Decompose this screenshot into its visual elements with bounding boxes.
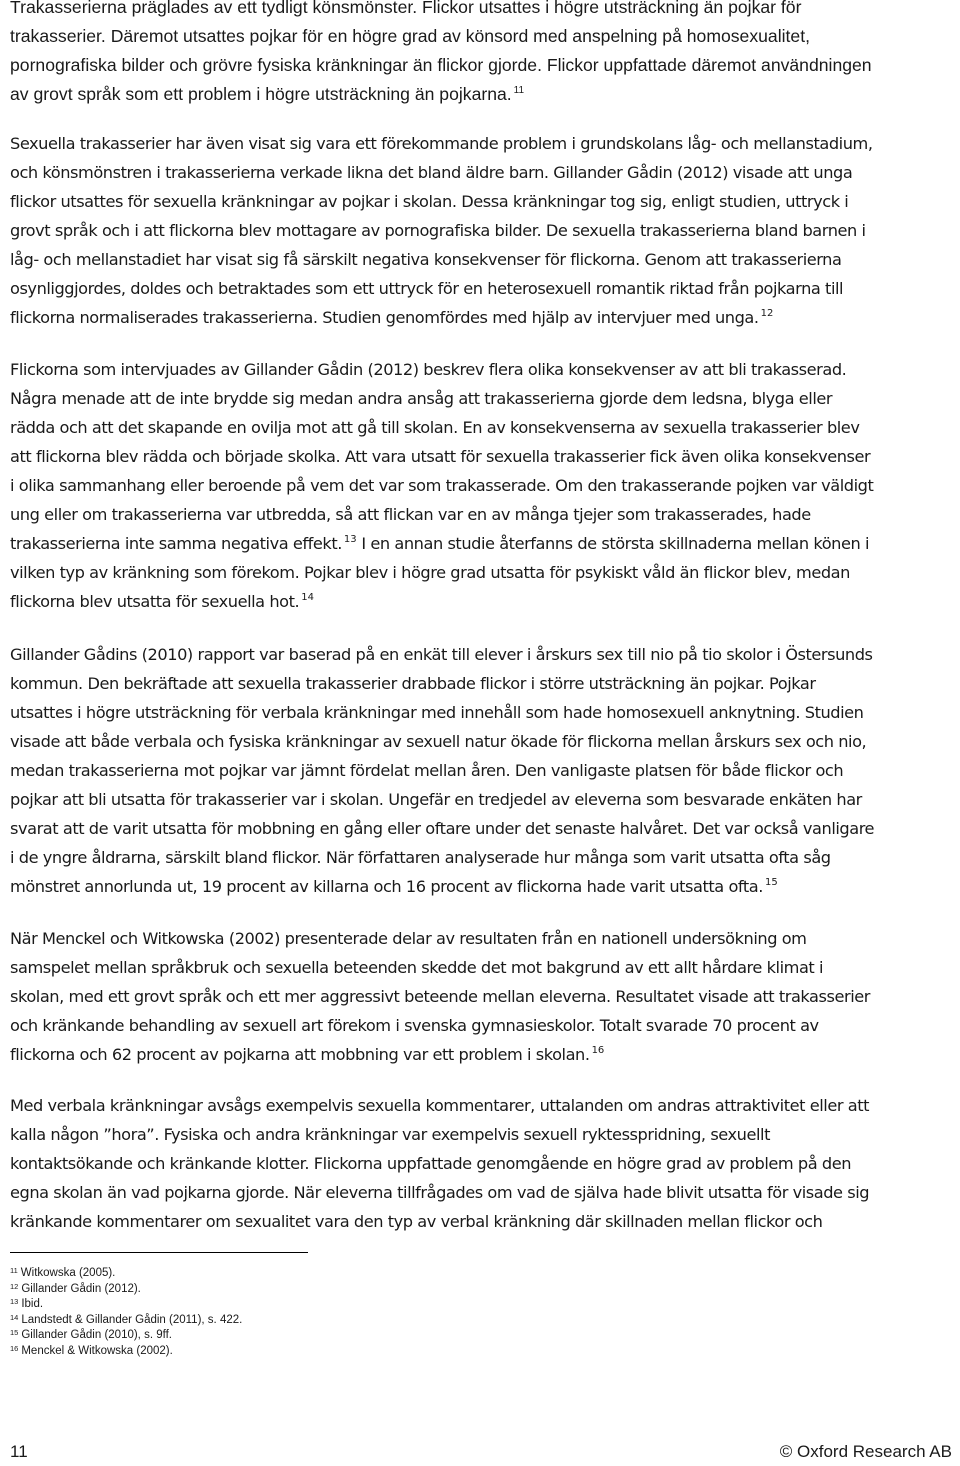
page-footer <box>10 1442 952 1464</box>
footnote-text: Witkowska (2005). <box>20 1267 116 1279</box>
text-line: flickor utsattes för sexuella kränkningar av pojkar i skolan. Dessa kränkningar tog sig, enligt studien, uttryck i <box>10 192 849 211</box>
text-line <box>10 529 953 558</box>
body-text <box>10 1091 953 1236</box>
text-line: kommun. Den bekräftade att sexuella trakasserier drabbade flickor i större utsträckning än pojkar. Pojkar <box>10 674 816 693</box>
text-line: och könsmönstren i trakasserierna verkade likna det bland äldre barn. Gillander Gådin (2012) visade att unga <box>10 163 853 182</box>
text-line-content: av grovt språk som ett problem i högre utsträckning än pojkarna. <box>10 84 512 104</box>
text-line <box>10 303 953 332</box>
text-line <box>10 1040 953 1069</box>
footnote <box>10 1328 242 1344</box>
footnote-number: 11 <box>10 1266 18 1275</box>
footnote <box>10 1266 242 1282</box>
text-line <box>10 587 953 616</box>
text-line-content: flickorna normaliserades trakasserierna. Studien genomfördes med hjälp av intervjuer med unga. <box>10 308 759 327</box>
text-line <box>10 872 953 901</box>
text-line-content: trakasserierna inte samma negativa effekt. <box>10 534 342 553</box>
footnote-number: 15 <box>10 1328 19 1338</box>
body-text <box>10 355 953 616</box>
text-line: osynliggjordes, doldes och betraktades som ett uttryck för en heterosexuell romantik riktad från pojkarna till <box>10 279 844 298</box>
text-line: medan trakasserierna mot pojkar var jämnt fördelat mellan åren. Den vanligaste platsen för både flickor och <box>10 761 844 780</box>
text-line: och kränkande behandling av sexuell art förekom i svenska gymnasieskolor. Totalt svarade 70 procent av <box>10 1016 819 1035</box>
footnote <box>10 1297 242 1313</box>
text-line: i olika sammanhang eller beroende på vem det var som trakasserade. Om den trakasserande pojken var väldigt <box>10 476 874 495</box>
text-line: att flickorna blev rädda och började skolka. Att vara utsatt för sexuella trakasserier fick även olika konsekvenser <box>10 447 871 466</box>
text-line-content: I en annan studie återfanns de största skillnaderna mellan könen i <box>356 534 870 553</box>
text-line: kontaktsökande och kränkande klotter. Flickorna uppfattade genomgående en högre grad av problem på den <box>10 1154 852 1173</box>
text-line: svarat att de varit utsatta för mobbning en gång eller oftare under det senaste halvåret. Det var också vanligare <box>10 819 875 838</box>
copyright-notice: © Oxford Research AB <box>779 1442 952 1461</box>
text-line-content: flickorna och 62 procent av pojkarna att mobbning var ett problem i skolan. <box>10 1045 590 1064</box>
paragraph-1 <box>10 0 953 109</box>
footnote-text: Ibid. <box>21 1298 44 1311</box>
body-text <box>10 924 953 1069</box>
paragraph-5 <box>10 924 953 1069</box>
paragraph-6 <box>10 1091 953 1236</box>
body-text <box>10 0 953 109</box>
footnote-text: Menckel & Witkowska (2002). <box>21 1344 173 1357</box>
text-line <box>10 80 953 109</box>
text-line: kränkande kommentarer om sexualitet vara den typ av verbal kränkning där skillnaden mellan flickor och <box>10 1212 823 1231</box>
footnotes <box>10 1266 242 1360</box>
footnote <box>10 1344 242 1360</box>
body-text <box>10 129 953 332</box>
footnote-text: Gillander Gådin (2010), s. 9ff. <box>21 1329 172 1342</box>
text-line: Med verbala kränkningar avsågs exempelvis sexuella kommentarer, uttalanden om andras attraktivitet eller att <box>10 1096 869 1115</box>
text-line: trakasserier. Däremot utsattes pojkar för en högre grad av könsord med anspelning på homosexualitet, <box>10 26 810 46</box>
text-line: kalla någon ”hora”. Fysiska och andra kränkningar var exempelvis sexuell ryktesspridning, sexuellt <box>10 1125 770 1144</box>
text-line: Gillander Gådins (2010) rapport var baserad på en enkät till elever i årskurs sex till nio på tio skolor i Östersunds <box>10 645 873 664</box>
text-line: pornografiska bilder och grövre fysiska kränkningar än flickor gjorde. Flickor uppfattade däremot användningen <box>10 55 872 75</box>
text-line: grovt språk och i att flickorna blev mottagare av pornografiska bilder. De sexuella trakasserierna bland barnen i <box>10 221 866 240</box>
footnote-ref: 15 <box>764 877 778 888</box>
footnote-ref: 12 <box>760 308 774 319</box>
footnote-text: Landstedt & Gillander Gådin (2011), s. 422. <box>21 1313 243 1326</box>
footnote <box>10 1313 242 1329</box>
footnote-ref: 11 <box>513 85 525 96</box>
footnote-number: 13 <box>10 1297 19 1307</box>
footnote-divider <box>10 1252 308 1253</box>
text-line: Flickorna som intervjuades av Gillander Gådin (2012) beskrev flera olika konsekvenser av att bli trakasserad. <box>10 360 847 379</box>
footnote-number: 14 <box>10 1312 19 1322</box>
page-number: 11 <box>10 1442 28 1461</box>
text-line: pojkar att bli utsatta för trakasserier var i skolan. Ungefär en tredjedel av eleverna som besvarade enkäten har <box>10 790 862 809</box>
body-text <box>10 640 953 901</box>
text-line: Trakasserierna präglades av ett tydligt könsmönster. Flickor utsattes i högre utsträckning än pojkar för <box>10 0 802 17</box>
text-line: egna skolan än vad pojkarna gjorde. När eleverna tillfrågades om vad de själva hade blivit utsatta för visade sig <box>10 1183 870 1202</box>
text-line: låg- och mellanstadiet har visat sig få särskilt negativa konsekvenser för flickorna. Genom att trakasserierna <box>10 250 842 269</box>
text-line: ung eller om trakasserierna var utbredda, så att flickan var en av många tjejer som trakasserades, hade <box>10 505 811 524</box>
text-line: samspelet mellan språkbruk och sexuella beteenden skedde det mot bakgrund av ett allt hårdare klimat i <box>10 958 824 977</box>
paragraph-4 <box>10 640 953 901</box>
text-line: När Menckel och Witkowska (2002) presenterade delar av resultaten från en nationell undersökning om <box>10 929 807 948</box>
footnote-ref: 16 <box>591 1045 605 1056</box>
text-line: utsattes i högre utsträckning för verbala kränkningar med innehåll som hade homosexuell anknytning. Studien <box>10 703 864 722</box>
footnote-text: Gillander Gådin (2012). <box>21 1282 141 1295</box>
text-line: visade att både verbala och fysiska kränkningar av sexuell natur ökade för flickorna mellan årskurs sex och nio, <box>10 732 867 751</box>
text-line: i de yngre åldrarna, särskilt bland flickor. När författaren analyserade hur många som varit utsatta ofta såg <box>10 848 831 867</box>
paragraph-2 <box>10 129 953 332</box>
paragraph-3 <box>10 355 953 616</box>
text-line: Sexuella trakasserier har även visat sig vara ett förekommande problem i grundskolans låg- och mellanstadium, <box>10 134 873 153</box>
footnote <box>10 1282 242 1298</box>
text-line: vilken typ av kränkning som förekom. Pojkar blev i högre grad utsatta för psykiskt våld än flickor blev, medan <box>10 563 850 582</box>
text-line: skolan, med ett grovt språk och ett mer aggressivt beteende mellan eleverna. Resultatet visade att trakasserier <box>10 987 870 1006</box>
text-line-content: mönstret annorlunda ut, 19 procent av killarna och 16 procent av flickorna hade varit utsatta ofta. <box>10 877 763 896</box>
text-line-content: flickorna blev utsatta för sexuella hot. <box>10 592 300 611</box>
text-line: rädda och att det skapande en ovilja mot att gå till skolan. En av konsekvenserna av sexuella trakasserier blev <box>10 418 860 437</box>
footnote-number: 16 <box>10 1343 19 1353</box>
text-line: Några menade att de inte brydde sig medan andra ansåg att trakasserierna gjorde dem ledsna, blyga eller <box>10 389 833 408</box>
footnote-ref: 13 <box>343 534 357 545</box>
footnote-ref: 14 <box>301 592 314 603</box>
footnote-number: 12 <box>10 1281 19 1291</box>
